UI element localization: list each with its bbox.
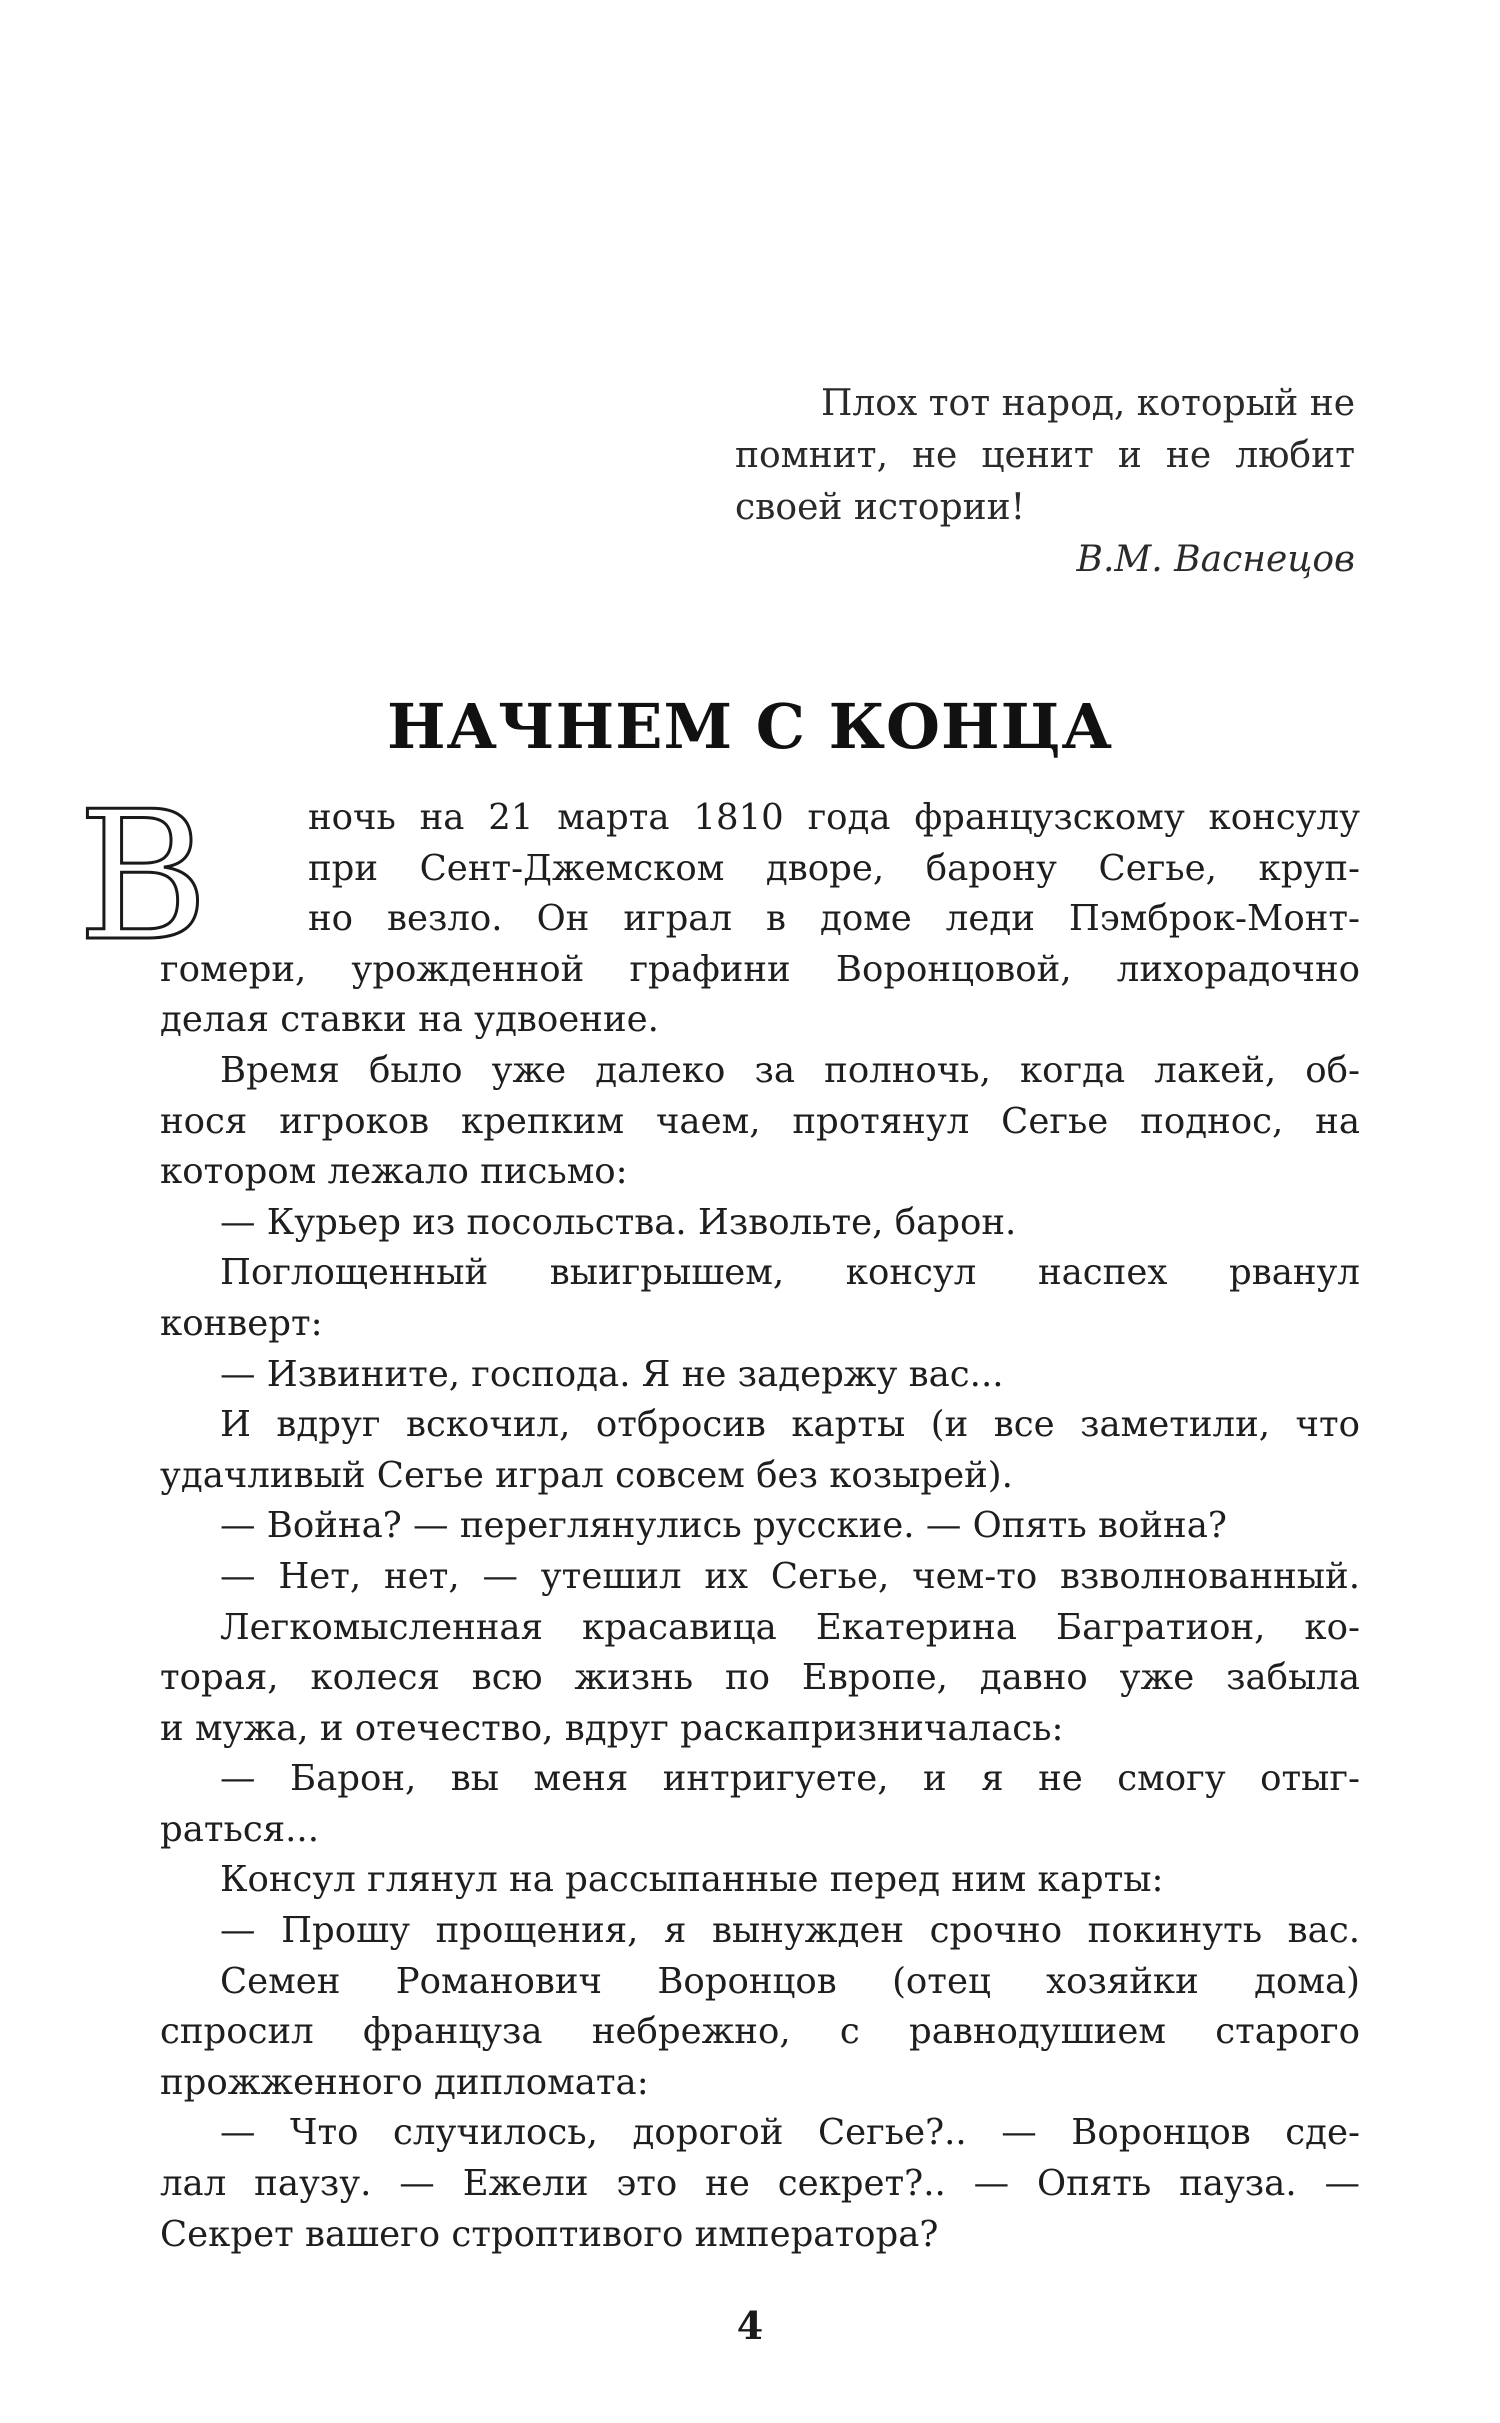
text-line: И вдруг вскочил, отбросив карты (и все заметили, что — [220, 1404, 1360, 1446]
text-line: и мужа, и отечество, вдруг раскапризничалась: — [160, 1707, 1064, 1749]
text-line: конверт: — [160, 1302, 323, 1344]
text-line: но везло. Он играл в доме леди Пэмброк-Монт- — [308, 898, 1360, 940]
drop-cap: В — [77, 773, 209, 980]
page-number: 4 — [736, 2303, 764, 2348]
chapter-title: НАЧНЕМ С КОНЦА — [386, 690, 1114, 763]
text-line: нося игроков крепким чаем, протянул Сегье поднос, на — [160, 1100, 1360, 1142]
text-line: раться... — [160, 1808, 319, 1850]
body-text — [160, 793, 1360, 2260]
text-line: — Прошу прощения, я вынужден срочно покинуть вас. — [220, 1910, 1360, 1952]
text-line: прожженного дипломата: — [160, 2061, 649, 2103]
text-line: — Что случилось, дорогой Сегье?.. — Воронцов сде- — [220, 2112, 1360, 2154]
text-line: — Барон, вы меня интригуете, и я не смогу отыг- — [220, 1758, 1360, 1800]
text-line: Консул глянул на рассыпанные перед ним карты: — [220, 1859, 1164, 1901]
text-line: ночь на 21 марта 1810 года французскому консулу — [308, 797, 1360, 838]
text-line: Поглощенный выигрышем, консул наспех рванул — [220, 1252, 1360, 1294]
text-line: — Война? — переглянулись русские. — Опять война? — [220, 1505, 1227, 1547]
epigraph-line: своей истории! — [735, 487, 1026, 528]
text-line: торая, колеся всю жизнь по Европе, давно уже забыла — [160, 1657, 1360, 1699]
text-line: делая ставки на удвоение. — [160, 999, 659, 1041]
text-line: лал паузу. — Ежели это не секрет?.. — Опять пауза. — — [160, 2163, 1360, 2205]
text-line: — Нет, нет, — утешил их Сегье, чем-то взволнованный. — [220, 1555, 1360, 1597]
text-line: гомери, урожденной графини Воронцовой, лихорадочно — [160, 948, 1360, 990]
text-line: удачливый Сегье играл совсем без козырей). — [160, 1454, 1013, 1496]
epigraph-author: В.М. Васнецов — [1076, 539, 1355, 580]
text-line: Время было уже далеко за полночь, когда лакей, об- — [220, 1049, 1360, 1091]
text-line: Легкомысленная красавица Екатерина Багратион, ко- — [220, 1606, 1360, 1648]
text-line: котором лежало письмо: — [160, 1151, 628, 1193]
text-line: Семен Романович Воронцов (отец хозяйки дома) — [220, 1960, 1360, 2002]
text-line: — Извините, господа. Я не задержу вас... — [220, 1353, 1004, 1395]
text-line: — Курьер из посольства. Извольте, барон. — [220, 1201, 1017, 1243]
text-line: Секрет вашего строптивого императора? — [160, 2213, 939, 2255]
text-line: при Сент-Джемском дворе, барону Сегье, круп- — [308, 847, 1360, 889]
epigraph-line: помнит, не ценит и не любит — [735, 435, 1355, 476]
text-line: спросил француза небрежно, с равнодушием старого — [160, 2011, 1360, 2053]
epigraph — [735, 378, 1355, 586]
epigraph-line: Плох тот народ, который не — [820, 383, 1355, 424]
